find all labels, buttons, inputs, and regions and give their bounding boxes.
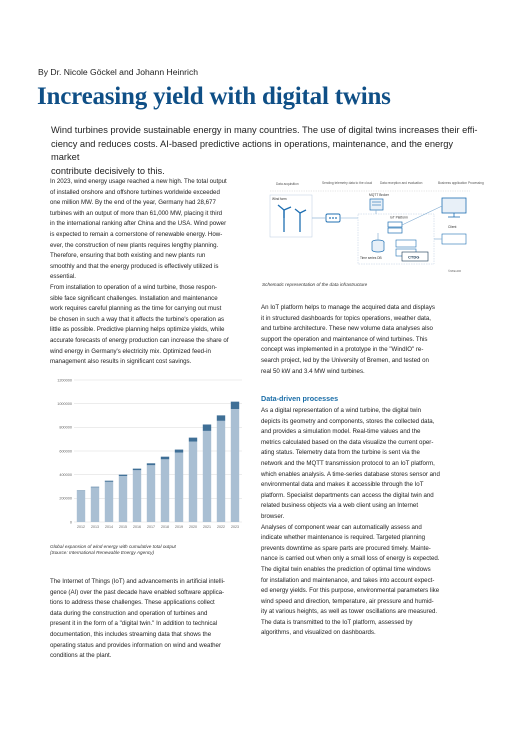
chart-bar-segment [203, 424, 211, 430]
stage-label-business: Business application Processing [438, 181, 484, 185]
text-line: is expected to remain a cornerstone of renewable energy. How- [50, 230, 223, 238]
x-tick-label: 2021 [203, 525, 211, 529]
text-line: documentation, this includes streaming data that shows the [50, 630, 212, 638]
diagram-stage-headers [276, 181, 484, 186]
chart-bar-segment [147, 463, 155, 465]
x-tick-label: 2018 [161, 525, 169, 529]
chart-bar-segment [91, 487, 99, 488]
mqtt-broker-icon [370, 199, 383, 210]
text-line: be chosen in such a way that it affects the turbine's operation as [50, 315, 225, 323]
text-line: Analyses of component wear can automatically assess and [261, 523, 422, 531]
x-tick-label: 2020 [189, 525, 197, 529]
text-line: wind energy in Germany's electricity mix. Optimized feed-in [50, 347, 211, 355]
text-line: it in structured dashboards for topics operations, weather data, [261, 314, 431, 322]
diagram-caption: Schematic representation of the data infrastructure [262, 282, 368, 287]
x-tick-label: 2014 [105, 525, 113, 529]
iot-platform-label: IoT Platform [390, 215, 408, 220]
text-line: which enables analysis. A time-series database stores sensor and [261, 470, 440, 478]
text-line: one million MW. By the end of the year, Germany had 28,677 [50, 199, 216, 207]
chart-bar-segment [161, 457, 169, 460]
chart-bar-segment [231, 402, 239, 409]
text-line: An IoT platform helps to manage the acquired data and displays [261, 304, 435, 311]
text-line: nance is carried out when only a small loss of energy is expected. [261, 555, 440, 563]
chart-caption [50, 544, 240, 556]
text-line: essential. [50, 273, 76, 281]
text-line: concept was implemented in a prototype in the "WindIO" re- [261, 346, 424, 354]
text-line: related business objects via a web client using an Internet [261, 502, 419, 510]
y-tick-label: 400000 [59, 472, 72, 477]
text-line: prevents downtime as spare parts are procured timely. Mainte- [261, 544, 431, 552]
text-line: sible face significant challenges. Installation and maintenance [50, 294, 218, 302]
chart-bar-segment [231, 409, 239, 522]
text-line: browser. [261, 512, 285, 520]
diagram-footer: ©/WindIO [448, 269, 462, 273]
article-title: Increasing yield with digital twins [37, 83, 391, 110]
text-line: little as possible. Predictive planning helps optimize yields, while [50, 326, 225, 334]
text-line: environmental data and makes it accessible through the IoT [261, 481, 424, 489]
chart-bar-segment [105, 481, 113, 482]
y-tick-label: 600000 [59, 449, 72, 454]
wind-turbine-icon [278, 205, 306, 232]
client-box [442, 234, 466, 244]
chart-caption-line: Global expansion of wind energy with cumulative total output [50, 544, 176, 549]
chart-bar-segment [91, 487, 99, 522]
x-tick-label: 2023 [231, 525, 239, 529]
brand-label: CTDG [408, 254, 420, 260]
chart-bar-segment [175, 453, 183, 522]
text-line: algorithms, and visualized on dashboards. [261, 629, 376, 637]
x-tick-label: 2012 [77, 525, 85, 529]
database-icon [372, 240, 384, 252]
text-line: The Internet of Things (IoT) and advancements in artificial intelli- [50, 578, 225, 585]
chart-bar-segment [133, 469, 141, 471]
text-line: management also results in significant cost savings. [50, 358, 192, 366]
body-column-left-top [50, 177, 246, 368]
text-line: ever, the construction of new plants requires lengthy planning. [50, 241, 219, 249]
text-line: for installation and maintenance, and takes into account expect- [261, 576, 435, 584]
x-tick-label: 2013 [91, 525, 99, 529]
text-line: indicate whether maintenance is required. Targeted planning [261, 534, 426, 542]
body-column-left-bottom [50, 577, 246, 662]
client-label: Client [448, 225, 457, 229]
x-tick-label: 2015 [119, 525, 127, 529]
body-column-right-top [261, 303, 478, 377]
chart-bar-segment [175, 450, 183, 453]
text-line: and turbine architecture. These new volume data analyses also [261, 325, 433, 333]
x-tick-label: 2022 [217, 525, 225, 529]
text-line: search project, led by the University of Bremen, and tested on [261, 356, 429, 364]
text-line: The data is transmitted to the IoT platform, assessed by [261, 618, 413, 626]
text-line: ating status. Telemetry data from the turbine is sent via the [261, 449, 420, 457]
chart-bar-segment [119, 476, 127, 522]
data-infrastructure-diagram [262, 180, 484, 276]
wind-farm-box [270, 195, 312, 237]
lead-line: ciency and reduces costs. AI-based predictive actions in operations, maintenance, and the energy market [51, 138, 454, 163]
text-line: ed energy yields. For this purpose, environmental parameters like [261, 587, 440, 595]
text-line: platform. Specialist departments can access the digital twin and [261, 491, 434, 499]
text-line: From installation to operation of a wind turbine, those respon- [50, 283, 217, 291]
chart-bar-segment [133, 470, 141, 522]
text-line: As a digital representation of a wind turbine, the digital twin [261, 407, 422, 414]
chart-bar-segment [119, 475, 127, 476]
lead-line: Wind turbines provide sustainable energy in many countries. The use of digital twins increases their effi- [51, 125, 478, 135]
y-tick-label: 1200000 [57, 378, 72, 383]
text-line: network and the MQTT transmission protocol to an IoT platform, [261, 459, 435, 467]
text-line: accurate forecasts of energy production can increase the share of [50, 336, 229, 344]
chart-bar-segment [161, 459, 169, 522]
text-line: smoothly and that the energy produced is effectively utilized is [50, 262, 219, 270]
y-tick-label: 800000 [59, 425, 72, 430]
mqtt-broker-label: MQTT Broker [369, 193, 389, 197]
chart-bar-segment [217, 421, 225, 522]
text-line: support the operation and maintenance of wind turbines. This [261, 335, 428, 343]
chart-bar-segment [217, 415, 225, 420]
chart-caption-line: (Source: International Renewable Energy Agency) [50, 550, 155, 555]
y-tick-label: 1000000 [57, 401, 72, 406]
chart-bar-segment [189, 438, 197, 442]
text-line: tions to address these challenges. These applications collect [50, 599, 215, 607]
text-line: wind speed and direction, temperature, air pressure and humid- [261, 597, 434, 605]
lead-line: contribute decisively to this. [51, 166, 165, 177]
time-series-db-label: Time series DB [360, 256, 382, 260]
x-tick-label: 2019 [175, 525, 183, 529]
chart-bar-segment [203, 431, 211, 522]
lead-paragraph [51, 124, 481, 179]
text-line: operating status and provides information on wind and weather [50, 641, 222, 649]
x-tick-label: 2016 [133, 525, 141, 529]
server-icon [388, 222, 402, 233]
byline: By Dr. Nicole Göckel and Johann Heinrich [38, 67, 199, 77]
chart-bar-segment [189, 442, 197, 522]
y-tick-label: 200000 [59, 496, 72, 501]
router-icon [326, 214, 340, 222]
text-line: conditions at the plant. [50, 652, 112, 660]
text-line: data during the construction and operation of turbines and [50, 609, 208, 617]
text-line: of installed onshore and offshore turbines worldwide exceeded [50, 188, 220, 196]
text-line: work requires careful planning as the time for carrying out must [50, 305, 222, 313]
stage-label-reception: Data reception and evaluation [380, 181, 423, 185]
stage-label-sending: Sending telemetry data to the cloud [322, 181, 373, 185]
y-tick-label: 0 [69, 520, 72, 525]
text-line: Therefore, ensuring that both existing and new plants run [50, 252, 206, 260]
chart-bar-segment [105, 482, 113, 522]
text-line: In 2023, wind energy usage reached a new high. The total output [50, 178, 227, 185]
chart-bar-segment [147, 465, 155, 522]
text-line: gence (AI) over the past decade have enabled software applica- [50, 588, 225, 596]
text-line: turbines with an output of more than 61,000 MW, placing it third [50, 209, 223, 217]
body-column-right-bottom [261, 406, 478, 639]
chart-bar-segment [77, 491, 85, 522]
text-line: and provides a simulation model. Real-time values and the [261, 428, 421, 436]
text-line: present it in the form of a "digital twin." In addition to technical [50, 620, 218, 628]
text-line: ity at various heights, as well as tower oscillations are measured. [261, 608, 438, 616]
text-line: metrics calculated based on the data visualize the current oper- [261, 438, 434, 446]
client-monitor-icon [442, 198, 466, 217]
text-line: The digital twin enables the prediction of optimal time windows [261, 565, 431, 573]
section-heading: Data-driven processes [261, 394, 339, 403]
stage-label-acquisition: Data acquisition [276, 182, 299, 186]
wind-capacity-bar-chart [50, 368, 248, 540]
text-line: depicts its geometry and components, stores the collected data, [261, 417, 435, 425]
text-line: real 50 kW and 3.4 MW wind turbines. [261, 367, 365, 375]
x-tick-label: 2017 [147, 525, 155, 529]
text-line: in the international ranking after China and the USA. Wind power [50, 220, 227, 228]
wind-farm-label: Wind farm [272, 197, 287, 201]
diagram-connections [312, 206, 442, 240]
